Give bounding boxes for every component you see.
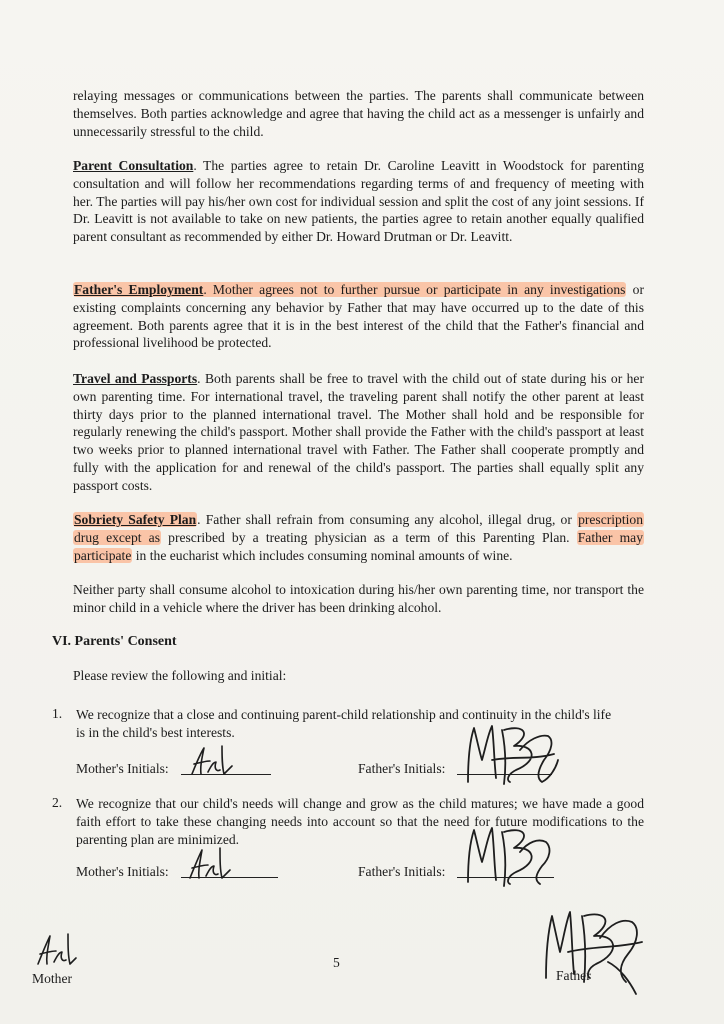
mother-signature-footer <box>34 930 78 975</box>
highlight-sobriety-heading <box>73 512 197 527</box>
paragraph-relaying: relaying messages or communications between the parties. The parents shall communicate between themselves. Both parties acknowledge and agree that having the child act as a messenger is unfairly and unnecessarily stressful to the child. <box>73 88 644 139</box>
review-instruction: Please review the following and initial: <box>73 668 287 683</box>
employment-body-highlighted: . Mother agrees not to further pursue or participate in any investigations <box>203 282 626 297</box>
item-number-2: 2. <box>52 795 63 810</box>
page-number: 5 <box>333 955 340 970</box>
father-initials-label-1: Father's Initials: <box>358 761 446 776</box>
mother-initials-label-2: Mother's Initials: <box>76 864 169 879</box>
paragraph-parent-consultation <box>73 157 644 246</box>
sobriety-body-c: in the eucharist which includes consuming nominal amounts of wine. <box>132 547 513 563</box>
heading-parent-consultation: Parent Consultation <box>73 158 194 173</box>
consultation-body: . The parties agree to retain Dr. Caroline Leavitt in Woodstock for parenting consultation and will follow her recommendations regarding terms of and frequency of meeting with her. The parties will pay his/her own cost for individual session and split the cost of any joint sessions. If Dr. Leavitt is not available to take on new patients, the parties agree to retain another equally qualified parent consultant as recommended by either Dr. Howard Drutman or Dr. Leavitt. <box>73 158 644 245</box>
mother-initials-label-1: Mother's Initials: <box>76 761 169 776</box>
highlight-employment <box>73 282 626 297</box>
paragraph-fathers-employment <box>73 281 644 352</box>
mother-initials-handwritten-1 <box>188 744 238 783</box>
heading-sobriety-safety-plan: Sobriety Safety Plan <box>74 512 197 527</box>
paragraph-travel-passports <box>73 370 644 495</box>
item-text-2: We recognize that our child's needs will change and grow as the child matures; we have made a good faith effort to take these changing needs into account so that the need for future modifications to the parenting plan are minimized. <box>76 796 644 847</box>
sobriety-body-b: prescribed by a treating physician as a term of this Parenting Plan. <box>161 529 577 545</box>
sobriety-body-a: . Father shall refrain from consuming any alcohol, illegal drug, or <box>197 512 578 527</box>
father-initials-label-2: Father's Initials: <box>358 864 446 879</box>
mother-initials-handwritten-2 <box>186 846 236 887</box>
heading-travel-passports: Travel and Passports <box>73 371 198 386</box>
highlight-prescription: prescription drug except as <box>74 512 643 545</box>
item-text-1: We recognize that a close and continuing parent-child relationship and continuity in the child's life is in the child's best interests. <box>76 707 612 740</box>
paragraph-sobriety-safety-plan <box>73 511 644 564</box>
paragraph-neither-party: Neither party shall consume alcohol to intoxication during his/her own parenting time, nor transport the minor child in a vehicle where the driver has been drinking alcohol. <box>73 582 644 615</box>
highlight-father-may: Father may participate <box>74 529 644 563</box>
section-title-parents-consent: VI. Parents' Consent <box>52 634 177 649</box>
travel-body: . Both parents shall be free to travel with the child out of state during his or her own parenting time. For international travel, the traveling parent shall notify the other parent at least thirty days prior to the planned international travel. The Mother shall hold and be responsible for regularly renewing the child's passport. Mother shall provide the Father with the child's passport at least two weeks prior to planned international travel with Father. The Father shall cooperate promptly and fully with the application for and renewal of the child's passport. The parties shall equally split any passport costs. <box>73 371 644 493</box>
father-initials-handwritten-1 <box>462 720 562 795</box>
heading-fathers-employment: Father's Employment <box>74 282 204 297</box>
father-signature-footer <box>538 902 648 1003</box>
father-initials-handwritten-2 <box>462 820 562 897</box>
item-number-1: 1. <box>52 706 63 721</box>
employment-body: or existing complaints concerning any behavior by Father that may have occurred up to the date of this agreement. Both parents agree that it is in the best interest of the child that the Father's financial and professional livelihood be protected. <box>73 282 644 351</box>
footer-mother-label: Mother <box>32 971 73 986</box>
footer-father-label: Father <box>556 968 591 983</box>
